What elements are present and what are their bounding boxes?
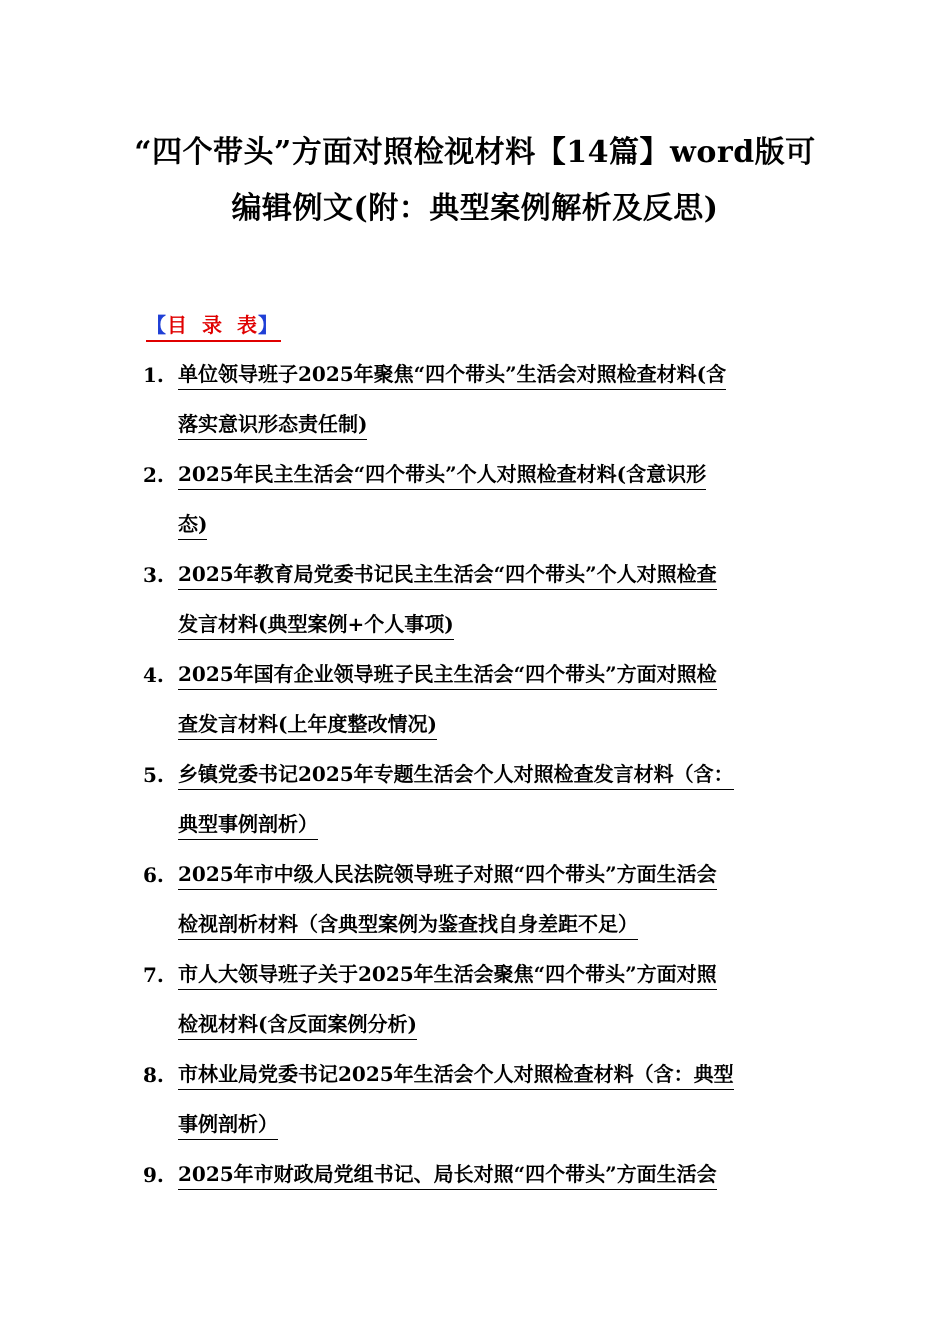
toc-item-link-line-2[interactable]: 发言材料(典型案例+个人事项) bbox=[178, 610, 454, 640]
toc-item-link-line-2[interactable]: 检视剖析材料（含典型案例为鉴查找自身差距不足） bbox=[178, 910, 638, 940]
toc-item-number: 1. bbox=[143, 363, 164, 387]
toc-heading-open-bracket: 【 bbox=[146, 313, 167, 337]
toc-item-link-line-1[interactable]: 2025年教育局党委书记民主生活会“四个带头”个人对照检查 bbox=[178, 560, 717, 590]
title-line-1: “四个带头”方面对照检视材料【14篇】word版可 bbox=[134, 135, 816, 170]
toc-item bbox=[0, 950, 950, 1050]
toc-item-link-line-2[interactable]: 检视材料(含反面案例分析) bbox=[178, 1010, 417, 1040]
toc-item-link-line-2[interactable]: 态) bbox=[178, 510, 207, 540]
toc-item-link-line-2[interactable]: 落实意识形态责任制) bbox=[178, 410, 367, 440]
toc-item bbox=[0, 1050, 950, 1150]
toc-item-number: 9. bbox=[143, 1163, 164, 1187]
toc-item-link-line-1[interactable]: 市人大领导班子关于2025年生活会聚焦“四个带头”方面对照 bbox=[178, 960, 717, 990]
toc-item bbox=[0, 450, 950, 550]
toc-heading-word-1: 目 bbox=[167, 313, 188, 337]
toc-item-link-line-1[interactable]: 乡镇党委书记2025年专题生活会个人对照检查发言材料（含： bbox=[178, 760, 734, 790]
toc-item-link-line-1[interactable]: 市林业局党委书记2025年生活会个人对照检查材料（含：典型 bbox=[178, 1060, 734, 1090]
toc-item bbox=[0, 650, 950, 750]
toc-item-link-line-2[interactable]: 查发言材料(上年度整改情况) bbox=[178, 710, 437, 740]
toc-item-link-line-1[interactable]: 2025年市中级人民法院领导班子对照“四个带头”方面生活会 bbox=[178, 860, 717, 890]
toc-heading-word-2: 录 bbox=[202, 313, 223, 337]
toc-item-link-line-2[interactable]: 典型事例剖析） bbox=[178, 810, 318, 840]
toc-item bbox=[0, 750, 950, 850]
title-line-2: 编辑例文(附：典型案例解析及反思) bbox=[231, 191, 719, 226]
toc-item bbox=[0, 850, 950, 950]
toc-item-link-line-1[interactable]: 2025年民主生活会“四个带头”个人对照检查材料(含意识形 bbox=[178, 460, 706, 490]
toc-item-number: 5. bbox=[143, 763, 164, 787]
toc-item bbox=[0, 550, 950, 650]
toc-item bbox=[0, 1150, 950, 1250]
toc-heading-close-bracket: 】 bbox=[258, 313, 279, 337]
toc-item-number: 7. bbox=[143, 963, 164, 987]
document-title bbox=[120, 125, 830, 237]
toc-item-number: 6. bbox=[143, 863, 164, 887]
toc-item bbox=[0, 350, 950, 450]
toc-item-link-line-1[interactable]: 单位领导班子2025年聚焦“四个带头”生活会对照检查材料(含 bbox=[178, 360, 726, 390]
toc-item-number: 3. bbox=[143, 563, 164, 587]
toc-heading bbox=[146, 310, 281, 342]
toc-item-link-line-1[interactable]: 2025年市财政局党组书记、局长对照“四个带头”方面生活会 bbox=[178, 1160, 717, 1190]
toc-item-number: 8. bbox=[143, 1063, 164, 1087]
toc-item-link-line-1[interactable]: 2025年国有企业领导班子民主生活会“四个带头”方面对照检 bbox=[178, 660, 717, 690]
toc-item-number: 2. bbox=[143, 463, 164, 487]
toc-item-link-line-2[interactable]: 事例剖析） bbox=[178, 1110, 278, 1140]
toc-list bbox=[0, 350, 950, 1250]
toc-heading-word-3: 表 bbox=[237, 313, 258, 337]
toc-item-number: 4. bbox=[143, 663, 164, 687]
